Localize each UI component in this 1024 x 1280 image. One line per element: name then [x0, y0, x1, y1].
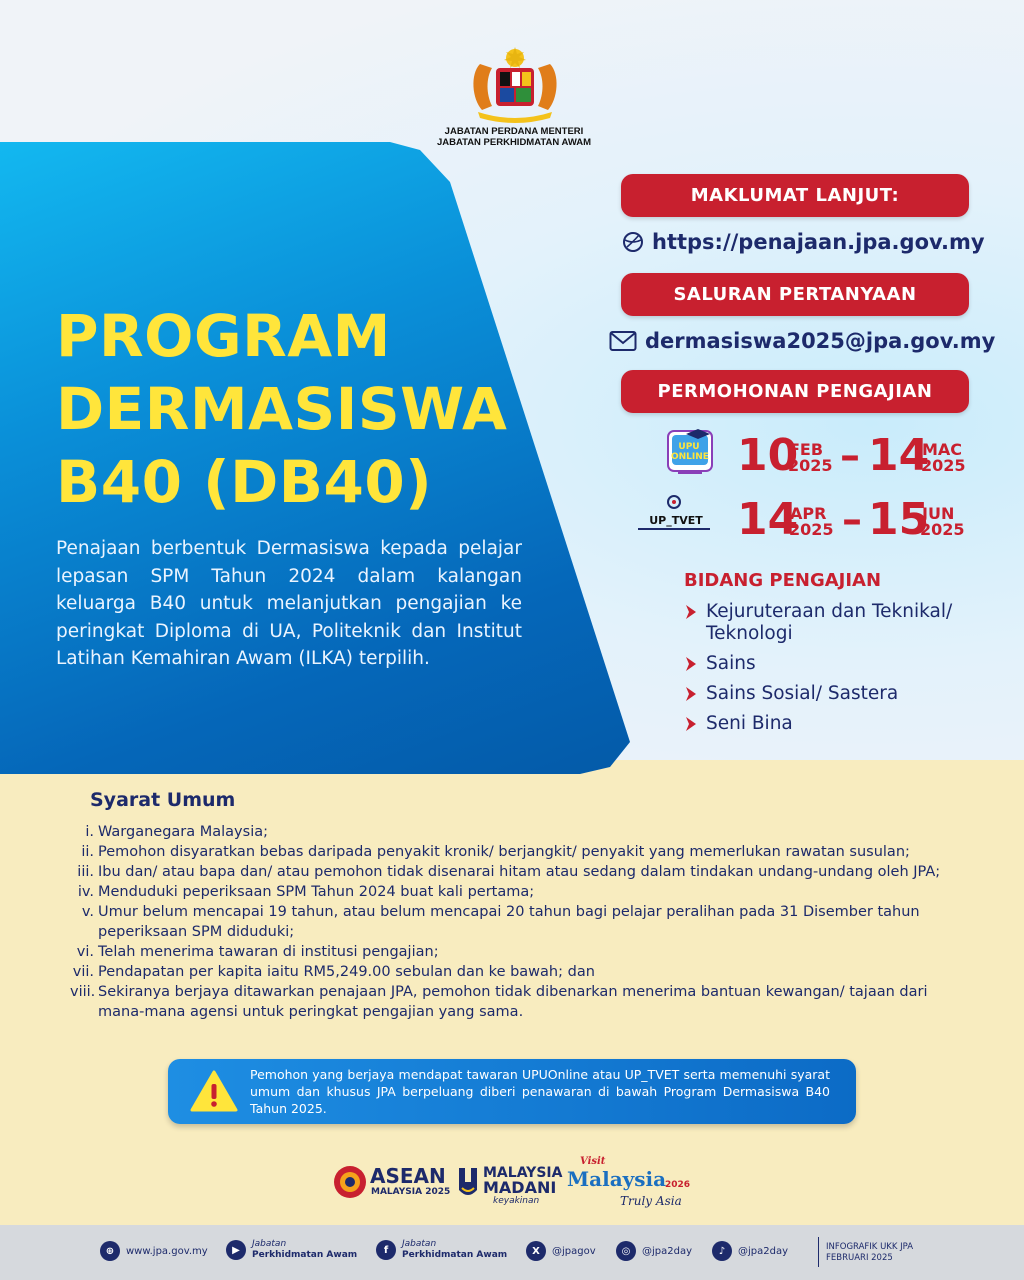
youtube-line1: Jabatan [252, 1239, 287, 1249]
footer-website[interactable] [100, 1241, 208, 1261]
uptvet-end-day: 15 [868, 494, 930, 545]
uptvet-start-day: 14 [737, 494, 799, 545]
syarat-text: Umur belum mencapai 19 tahun, atau belum mencapai 20 tahun bagi pelajar peralihan pada 31 Disember tahun peperiksaan SPM diduduki; [98, 904, 920, 940]
syarat-number: vi. [76, 944, 94, 960]
ministry-name [400, 126, 628, 148]
bidang-item-label: Sains Sosial/ Sastera [706, 683, 899, 704]
syarat-text: Warganegara Malaysia; [98, 824, 268, 840]
asean-logo-subtext: MALAYSIA 2025 [371, 1187, 451, 1197]
upu-logo-text: UPU ONLINE [671, 442, 709, 462]
email-address: dermasiswa2025@jpa.gov.my [645, 329, 996, 353]
syarat-number: v. [81, 904, 94, 920]
upu-date-row [630, 425, 990, 485]
upu-start-day: 10 [737, 430, 799, 481]
syarat-item [70, 902, 950, 942]
footer-instagram[interactable] [616, 1241, 692, 1261]
permohonan-pengajian-label: PERMOHONAN PENGAJIAN [621, 370, 969, 413]
madani-line1: MALAYSIA [483, 1165, 563, 1181]
website-url: https://penajaan.jpa.gov.my [652, 230, 985, 254]
x-icon: X [526, 1241, 546, 1261]
footer-instagram-handle: @jpa2day [642, 1245, 693, 1257]
truly-asia-text: Truly Asia [620, 1194, 682, 1208]
uptvet-start-month: APR [790, 504, 827, 523]
syarat-item [70, 962, 950, 982]
uptvet-start-year: 2025 [789, 520, 834, 539]
footer-x-handle: @jpagov [552, 1245, 596, 1257]
title-line3: B40 (DB40) [56, 448, 433, 516]
ministry-line2: JABATAN PERKHIDMATAN AWAM [436, 137, 592, 148]
uptvet-end-year: 2025 [920, 520, 965, 539]
bidang-item [682, 653, 1002, 675]
upu-start-year: 2025 [788, 456, 833, 475]
syarat-text: Sekiranya berjaya ditawarkan penajaan JPA, pemohon tidak dibenarkan menerima bantuan kewangan/ tajaan dari mana-mana agensi untuk peringkat pengajian yang sama. [98, 984, 928, 1020]
visit-top: Visit [580, 1156, 606, 1167]
malaysia-coat-of-arms-icon [460, 44, 570, 126]
partner-logos [330, 1152, 700, 1218]
syarat-text: Pemohon disyaratkan bebas daripada penyakit kronik/ berjangkit/ penyakit yang memerlukan rawatan susulan; [98, 844, 910, 860]
bidang-item [682, 683, 1002, 705]
email-link[interactable] [609, 329, 995, 353]
syarat-umum-title: Syarat Umum [90, 789, 236, 811]
footer-info-line2: FEBRUARI 2025 [826, 1253, 893, 1263]
syarat-item [70, 862, 950, 882]
uptvet-date-dash: – [842, 497, 862, 543]
footer-tiktok-handle: @jpa2day [738, 1245, 789, 1257]
syarat-number: i. [85, 824, 94, 840]
tiktok-icon: ♪ [712, 1241, 732, 1261]
uptvet-logo-text: UP_TVET [649, 514, 703, 527]
footer-tiktok[interactable] [712, 1241, 788, 1261]
footer-youtube[interactable] [226, 1239, 357, 1261]
chevron-right-icon [684, 656, 698, 672]
title-line1: PROGRAM [56, 302, 391, 370]
chevron-right-icon [684, 716, 698, 732]
syarat-item [70, 942, 950, 962]
asean-swirl-icon [332, 1164, 368, 1200]
globe-icon [622, 231, 644, 253]
upu-end-month: MAC [922, 440, 963, 459]
syarat-text: Menduduki peperiksaan SPM Tahun 2024 buat kali pertama; [98, 884, 535, 900]
maklumat-lanjut-label: MAKLUMAT LANJUT: [621, 174, 969, 217]
syarat-number: viii. [70, 984, 96, 1000]
footer-x[interactable] [526, 1241, 596, 1261]
notice-banner [168, 1059, 856, 1124]
syarat-number: iii. [77, 864, 94, 880]
syarat-text: Pendapatan per kapita iaitu RM5,249.00 sebulan dan ke bawah; dan [98, 964, 595, 980]
youtube-line2: Perkhidmatan Awam [252, 1250, 358, 1260]
asean-logo-text: ASEAN [370, 1164, 446, 1188]
syarat-item [70, 822, 950, 842]
facebook-line2: Perkhidmatan Awam [402, 1250, 508, 1260]
ministry-line1: JABATAN PERDANA MENTERI [444, 126, 584, 137]
madani-line2: MADANI [483, 1178, 557, 1197]
footer-website-text: www.jpa.gov.my [126, 1245, 208, 1257]
madani-tagline: keyakinan [493, 1196, 540, 1206]
upu-end-day: 14 [868, 430, 930, 481]
notice-text: Pemohon yang berjaya mendapat tawaran UPUOnline atau UP_TVET serta memenuhi syarat umum dan khusus JPA berpeluang diberi penawaran di bawah Program Dermasiswa B40 Tahun 2025. [250, 1067, 830, 1116]
upu-date-dash: – [840, 433, 860, 479]
bidang-pengajian-title: BIDANG PENGAJIAN [684, 570, 882, 591]
facebook-line1: Jabatan [402, 1239, 437, 1249]
uptvet-end-month: JUN [922, 504, 955, 523]
syarat-text: Telah menerima tawaran di institusi pengajian; [98, 944, 439, 960]
warning-icon [190, 1069, 238, 1113]
syarat-text: Ibu dan/ atau bapa dan/ atau pemohon tidak disenarai hitam atau sedang dalam tindakan undang-undang oleh JPA; [98, 864, 941, 880]
footer-facebook[interactable] [376, 1239, 507, 1261]
bidang-item [682, 713, 1002, 735]
footer-info-line1: INFOGRAFIK UKK JPA [826, 1242, 914, 1252]
footer-info [826, 1242, 913, 1264]
visit-malaysia-text: Malaysia [567, 1167, 667, 1191]
envelope-icon [609, 330, 637, 352]
bidang-item-label: Seni Bina [706, 713, 793, 734]
bidang-item [682, 601, 1002, 645]
syarat-item [70, 982, 950, 1022]
program-description: Penajaan berbentuk Dermasiswa kepada pelajar lepasan SPM Tahun 2024 dalam kalangan keluarga B40 untuk melanjutkan pengajian ke peringkat Diploma di UA, Politeknik dan Institut Latihan Kemahiran Awam (ILKA) terpilih. [56, 538, 522, 669]
upu-end-year: 2025 [921, 456, 966, 475]
youtube-icon: ▶ [226, 1240, 246, 1260]
footer-divider [818, 1237, 819, 1267]
bidang-list [682, 601, 1002, 743]
syarat-item [70, 842, 950, 862]
uptvet-date-row [630, 490, 990, 550]
chevron-right-icon [684, 686, 698, 702]
madani-hand-icon [455, 1162, 481, 1200]
title-line2: DERMASISWA [56, 375, 508, 443]
upu-start-month: FEB [789, 440, 824, 459]
visit-year: 2026 [665, 1180, 691, 1190]
saluran-pertanyaan-label: SALURAN PERTANYAAN [621, 273, 969, 316]
bidang-item-label: Sains [706, 653, 756, 674]
globe-icon: ⊕ [100, 1241, 120, 1261]
syarat-list [70, 822, 950, 1022]
facebook-icon: f [376, 1240, 396, 1260]
syarat-number: iv. [77, 884, 94, 900]
website-link[interactable] [622, 230, 985, 254]
program-title [56, 300, 526, 519]
instagram-icon: ◎ [616, 1241, 636, 1261]
syarat-number: ii. [81, 844, 94, 860]
syarat-number: vii. [72, 964, 94, 980]
syarat-item [70, 882, 950, 902]
chevron-right-icon [684, 604, 698, 620]
bidang-item-label: Kejuruteraan dan Teknikal/ Teknologi [706, 601, 953, 644]
footer-bar [0, 1225, 1024, 1280]
